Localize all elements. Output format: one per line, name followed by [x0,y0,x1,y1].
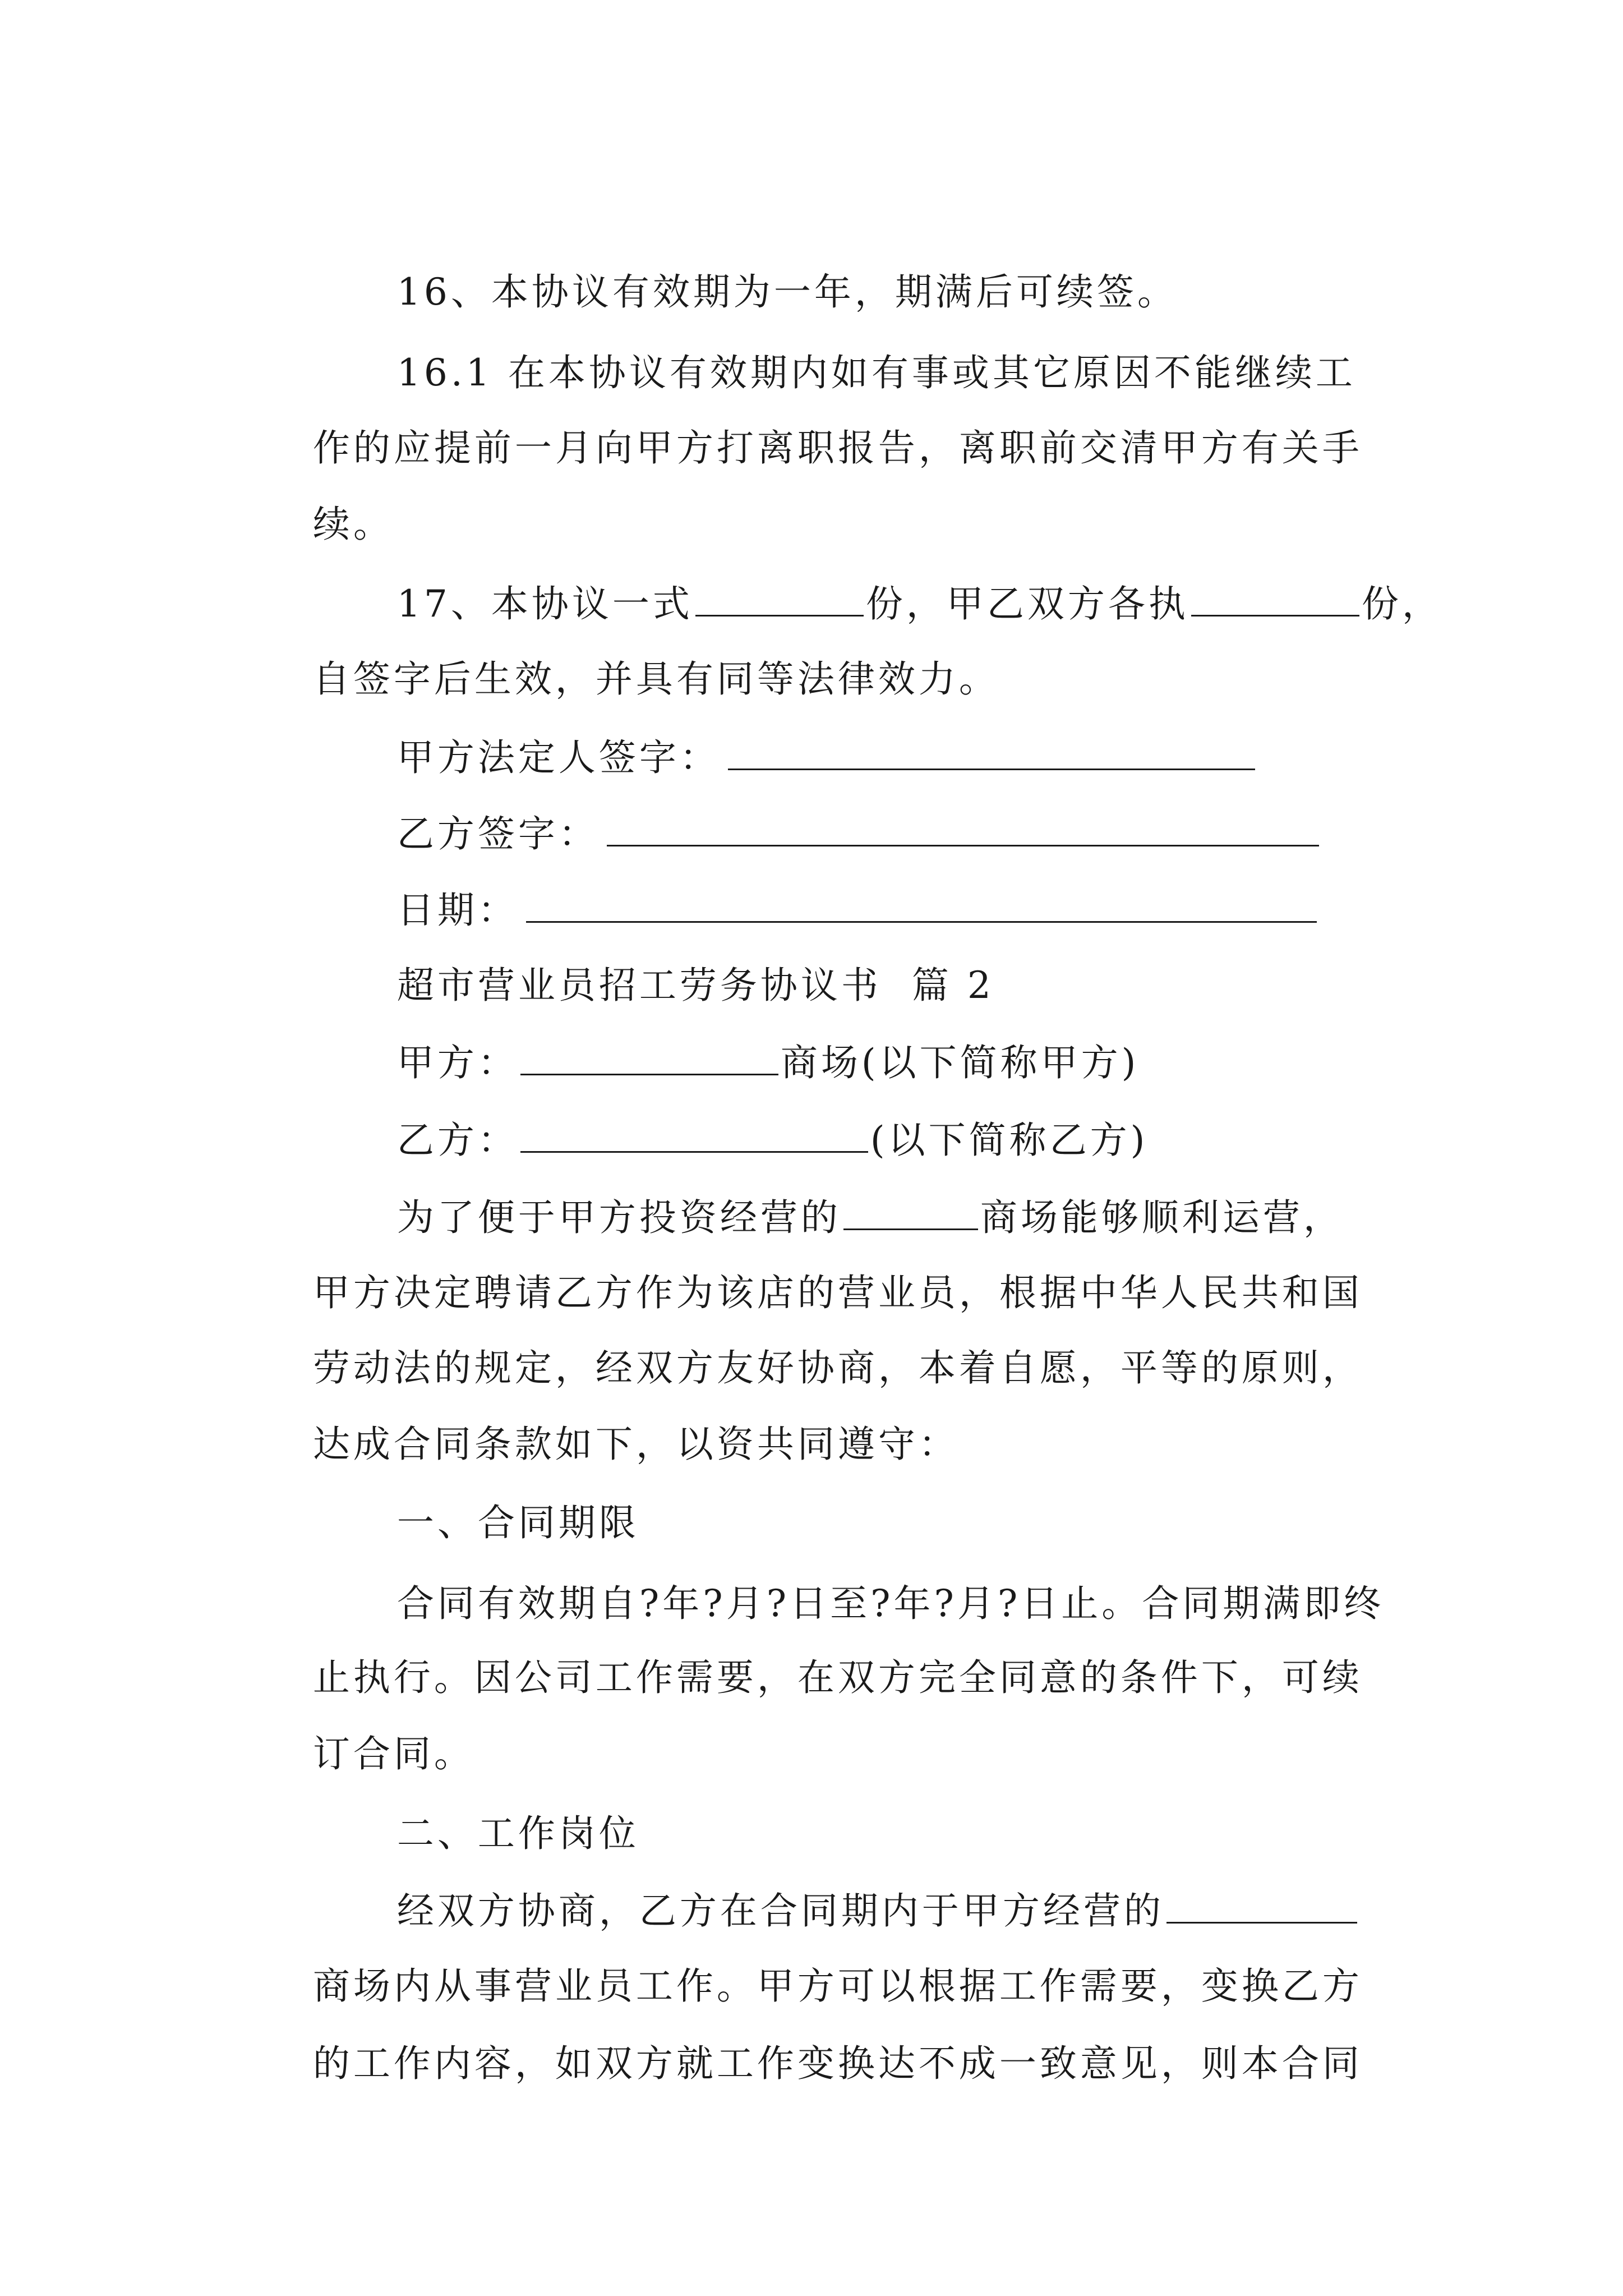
section-1-line-3 [252,1678,474,1775]
intro-line-1 [336,1142,1344,1239]
clause-16-1-text-1: 16.1 在本协议有效期内如有事或其它原因不能继续工 [396,351,1356,394]
section-1-title [336,1447,639,1544]
intro-text-2: 甲方决定聘请乙方作为该店的营业员，根据中华人民共和国 [312,1271,1363,1314]
section-2-line-2 [252,1911,1363,2008]
section-1-heading: 一、合同期限 [396,1501,639,1544]
intro-text-a: 为了便于甲方投资经营的 [396,1196,841,1239]
clause-17-text-b: 份，甲乙双方各执 [865,582,1189,625]
section-1-line-1 [336,1528,1385,1625]
intro-line-2 [252,1217,1363,1314]
clause-16 [336,217,1178,314]
intro-text-4: 达成合同条款如下，以资共同遵守： [312,1423,959,1466]
clause-16-1-text-3: 续。 [312,503,394,546]
party-a-line [336,987,1140,1084]
section-2-text-1: 经双方协商，乙方在合同期内于甲方经营的 [396,1889,1164,1932]
signature-date [336,835,1317,932]
clause-16-1-line-3 [252,449,394,546]
section-title-2 [336,910,994,1007]
clause-16-1-line-1 [336,297,1356,394]
section-1-text-2: 止执行。因公司工作需要，在双方完全同意的条件下，可续 [312,1656,1363,1699]
signature-party-b-label: 乙方签字： [396,812,599,855]
clause-16-1-text-2: 作的应提前一月向甲方打离职报告，离职前交清甲方有关手 [312,426,1363,470]
signature-party-a [336,682,1255,779]
section-1-text-3: 订合同。 [312,1732,474,1775]
clause-17-text-c: 份， [1361,582,1442,625]
clause-16-text: 16、本协议有效期为一年，期满后可续签。 [396,270,1178,314]
party-b-line [336,1065,1149,1162]
party-a-suffix: 商场(以下简称甲方) [780,1041,1140,1084]
intro-line-4 [252,1369,959,1466]
section-2-heading: 二、工作岗位 [396,1812,639,1855]
section-2-line-3 [252,1988,1363,2085]
copies-each-blank[interactable] [1191,582,1359,616]
section-2-title [336,1758,639,1855]
clause-17-text-2: 自签字后生效，并具有同等法律效力。 [312,657,999,701]
party-b-suffix: (以下简称乙方) [870,1119,1149,1162]
signature-date-label: 日期： [396,889,518,932]
section-2-line-1 [336,1835,1359,1932]
clause-17-line-2 [252,604,999,701]
clause-16-1-line-2 [252,372,1363,470]
party-b-label: 乙方： [396,1119,518,1162]
section-1-line-2 [252,1602,1363,1699]
clause-17-text-a: 17、本协议一式 [396,582,693,625]
party-a-label: 甲方： [396,1041,518,1084]
clause-17-line-1 [336,528,1442,625]
document-subtitle: 超市营业员招工劳务协议书 篇 2 [396,964,994,1007]
section-1-text-1: 合同有效期自?年?月?日至?年?月?日止。合同期满即终 [396,1582,1385,1625]
section-2-text-2: 商场内从事营业员工作。甲方可以根据工作需要，变换乙方 [312,1964,1363,2008]
signature-party-b [336,758,1319,855]
intro-text-b: 商场能够顺利运营， [980,1196,1344,1239]
intro-text-3: 劳动法的规定，经双方友好协商，本着自愿，平等的原则， [312,1346,1363,1389]
section-2-text-3: 的工作内容，如双方就工作变换达不成一致意见，则本合同 [312,2042,1363,2085]
intro-line-3 [252,1292,1363,1389]
signature-party-a-label: 甲方法定人签字： [396,736,720,779]
